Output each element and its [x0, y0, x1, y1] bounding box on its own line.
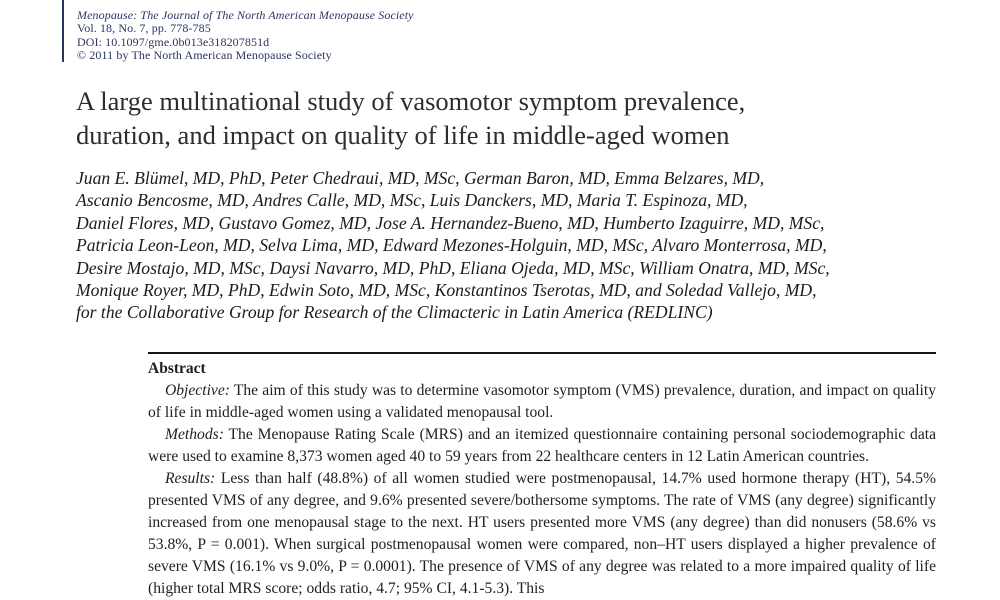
- objective-text: The aim of this study was to determine vasomotor symptom (VMS) prevalence, duration, and impact on quality of life in middle-aged women using a validated menopausal tool.: [148, 382, 936, 421]
- volume-issue-pages: Vol. 18, No. 7, pp. 778-785: [77, 21, 211, 36]
- author-group-line: for the Collaborative Group for Research of the Climacteric in Latin America (REDLINC): [76, 302, 713, 323]
- journal-name: Menopause: The Journal of The North American Menopause Society: [77, 8, 414, 22]
- doi: DOI: 10.1097/gme.0b013e318207851d: [77, 34, 270, 49]
- copyright-line: © 2011 by The North American Menopause Society: [77, 48, 332, 63]
- author-line: Monique Royer, MD, PhD, Edwin Soto, MD, MSc, Konstantinos Tserotas, MD, and Soledad Vallejo, MD,: [76, 280, 817, 301]
- results-label: Results:: [165, 470, 216, 487]
- methods-label: Methods:: [165, 426, 224, 443]
- article-title: [76, 84, 966, 152]
- author-line: Juan E. Blümel, MD, PhD, Peter Chedraui, MD, MSc, German Baron, MD, Emma Belzares, MD,: [76, 168, 765, 188]
- masthead: [77, 9, 414, 63]
- author-line: Desire Mostajo, MD, MSc, Daysi Navarro, MD, PhD, Eliana Ojeda, MD, MSc, William Onatra, MD, MSc,: [76, 257, 830, 278]
- abstract-results-paragraph: [148, 468, 936, 600]
- author-line: Ascanio Bencosme, MD, Andres Calle, MD, MSc, Luis Danckers, MD, Maria T. Espinoza, MD,: [76, 190, 748, 211]
- author-line: Daniel Flores, MD, Gustavo Gomez, MD, Jose A. Hernandez-Bueno, MD, Humberto Izaguirre, MD, MSc,: [76, 212, 825, 233]
- abstract-heading: Abstract: [148, 360, 206, 377]
- abstract-methods-paragraph: [148, 424, 936, 468]
- article-title-line-1: A large multinational study of vasomotor symptom prevalence,: [76, 86, 746, 116]
- results-text: Less than half (48.8%) of all women studied were postmenopausal, 14.7% used hormone therapy (HT), 54.5% presented VMS of any degree, and 9.6% presented severe/bothersome symptoms. The rate of VMS (any degree) significantly increased from one menopausal stage to the next. HT users presented more VMS (any degree) than did nonusers (58.6% vs 53.8%, P = 0.001). When surgical postmenopausal women were compared, non–HT users displayed a higher prevalence of severe VMS (16.1% vs 9.0%, P = 0.0001). The presence of VMS of any degree was related to a more impaired quality of life (higher total MRS score; odds ratio, 4.7; 95% CI, 4.1-5.3). This: [148, 470, 936, 597]
- methods-text: The Menopause Rating Scale (MRS) and an itemized questionnaire containing personal sociodemographic data were used to examine 8,373 women aged 40 to 59 years from 22 healthcare centers in 12 Latin American countries.: [148, 426, 936, 465]
- masthead-vertical-rule: [62, 0, 64, 62]
- abstract-objective-paragraph: [148, 380, 936, 424]
- author-line: Patricia Leon-Leon, MD, Selva Lima, MD, Edward Mezones-Holguin, MD, MSc, Alvaro Monterrosa, MD,: [76, 235, 827, 256]
- author-list: [76, 167, 966, 324]
- article-title-line-2: duration, and impact on quality of life in middle-aged women: [76, 120, 730, 150]
- objective-label: Objective:: [165, 382, 230, 399]
- abstract-section: [148, 352, 936, 600]
